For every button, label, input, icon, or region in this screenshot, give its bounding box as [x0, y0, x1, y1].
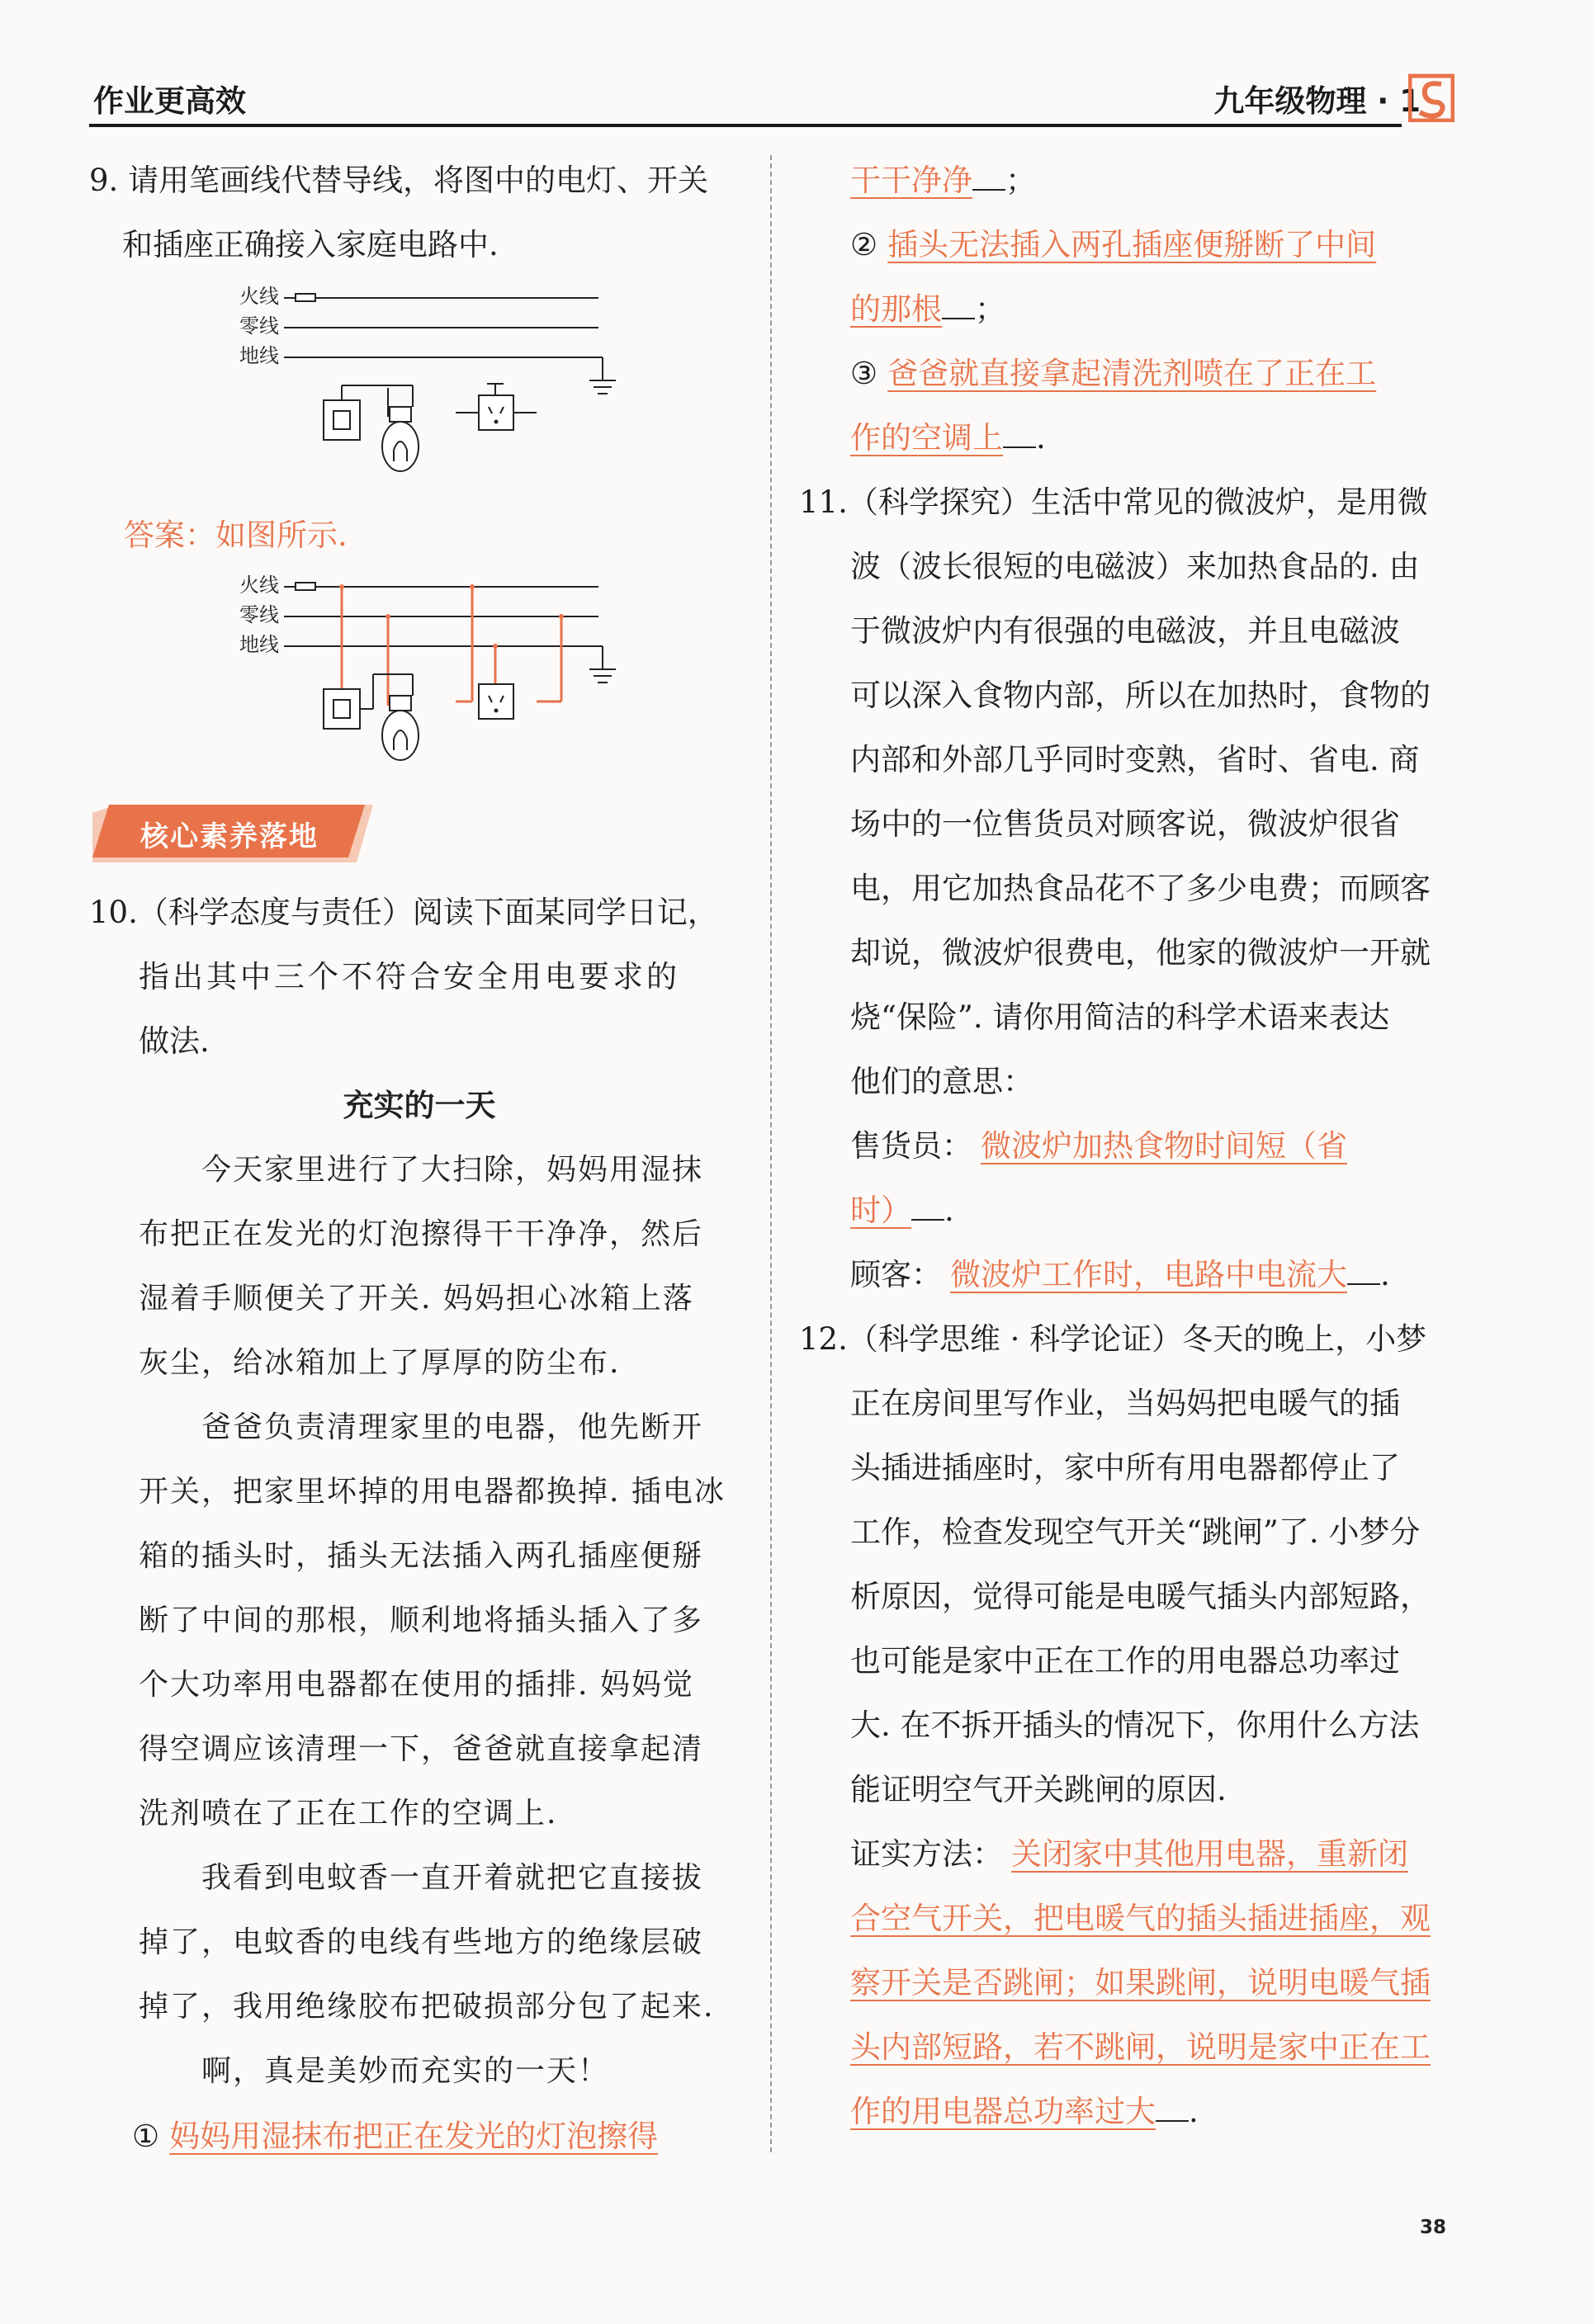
q11-line: 电，用它加热食品花不了多少电费；而顾客 — [850, 871, 1431, 906]
q11-line: 可以深入食物内部，所以在加热时，食物的 — [850, 678, 1431, 713]
circuit-diagram-question — [231, 285, 627, 499]
seller-label: 售货员： — [850, 1128, 972, 1164]
period: . — [944, 1193, 954, 1228]
q12-line: 工作，检查发现空气开关“跳闸”了. 小梦分 — [850, 1514, 1421, 1550]
diary-body — [139, 1138, 750, 2104]
question-9 — [89, 149, 750, 277]
q12-line: 头插进插座时，家中所有用电器都停止了 — [850, 1450, 1400, 1486]
semicolon: ； — [975, 291, 1005, 327]
q11-line: 烧“保险”. 请你用简洁的科学术语来表达 — [850, 999, 1390, 1035]
q10-answer-1b: 干干净净 — [850, 163, 972, 198]
page-number: 38 — [1420, 2217, 1447, 2238]
method-answer-line: 头内部短路，若不跳闸，说明是家中正在工 — [850, 2029, 1431, 2065]
live-wire-label: 火线 — [239, 574, 279, 597]
diary-title: 充实的一天 — [343, 1088, 496, 1123]
q10-answer-1-start — [132, 2104, 759, 2169]
q10-answer-3b: 作的空调上 — [850, 420, 1003, 456]
customer-label: 顾客： — [850, 1257, 942, 1292]
diary-line: 开关，把家里坏掉的用电器都换掉. 插电冰 — [139, 1475, 726, 1509]
q12-line: 也可能是家中正在工作的用电器总功率过 — [850, 1643, 1400, 1679]
section-banner-title: 核心素养落地 — [140, 820, 319, 853]
q10-line-3: 做法. — [139, 1023, 210, 1059]
diary-line: 掉了，电蚊香的电线有些地方的绝缘层破 — [139, 1925, 704, 1959]
header-right-title: 九年级物理 · 1 — [1213, 83, 1421, 119]
publisher-logo-icon — [1408, 73, 1454, 122]
diary-line: 箱的插头时，插头无法插入两孔插座便掰 — [139, 1539, 704, 1573]
q11-line: 他们的意思： — [850, 1064, 1033, 1099]
answer-marker: ② — [850, 227, 878, 262]
method-label: 证实方法： — [850, 1836, 1003, 1872]
q11-line: 场中的一位售货员对顾客说，微波炉很省 — [850, 806, 1400, 842]
q12-line: 能证明空气开关跳闸的原因. — [850, 1772, 1227, 1807]
q12-line: 析原因，觉得可能是电暖气插头内部短路， — [850, 1579, 1431, 1614]
diary-line: 湿着手顺便关了开关. 妈妈担心冰箱上落 — [139, 1282, 694, 1316]
circuit-diagram-answer — [231, 574, 627, 788]
socket-icon — [456, 384, 537, 430]
fuse-icon — [296, 583, 315, 590]
q10-answer-2b: 的那根 — [850, 291, 942, 327]
neutral-wire-label: 零线 — [239, 314, 279, 338]
q11-line: 于微波炉内有很强的电磁波，并且电磁波 — [850, 613, 1400, 649]
neutral-wire-label: 零线 — [239, 603, 279, 626]
q12-line: 大. 在不拆开插头的情况下，你用什么方法 — [850, 1708, 1420, 1743]
method-answer-line: 关闭家中其他用电器，重新闭 — [1011, 1836, 1408, 1872]
q12-line: 正在房间里写作业，当妈妈把电暖气的插 — [850, 1386, 1400, 1421]
q10-answers-continued — [850, 149, 1461, 470]
question-11 — [799, 470, 1476, 1307]
diary-line: 我看到电蚊香一直开着就把它直接拔 — [201, 1861, 704, 1895]
fuse-icon — [296, 294, 315, 301]
diary-line: 啊，真是美妙而充实的一天！ — [201, 2054, 610, 2088]
q10-answer-1a: 妈妈用湿抹布把正在发光的灯泡擦得 — [169, 2119, 659, 2154]
method-answer-line: 察开关是否跳闸；如果跳闸，说明电暖气插 — [850, 1965, 1431, 2000]
method-answer-line: 作的用电器总功率过大 — [850, 2094, 1156, 2129]
q9-line-1: 9. 请用笔画线代替导线，将图中的电灯、开关 — [89, 163, 709, 198]
ground-wire-label: 地线 — [239, 633, 279, 656]
live-wire-label: 火线 — [239, 285, 279, 308]
diary-line: 得空调应该清理一下，爸爸就直接拿起清 — [139, 1732, 704, 1766]
q10-answer-3a: 爸爸就直接拿起清洗剂喷在了正在工 — [887, 356, 1377, 391]
answer-marker: ① — [132, 2119, 160, 2154]
q11-line: 波（波长很短的电磁波）来加热食品的. 由 — [850, 549, 1420, 584]
diary-line: 灰尘，给冰箱加上了厚厚的防尘布. — [139, 1346, 621, 1380]
method-answer-line: 合空气开关，把电暖气的插头插进插座，观 — [850, 1901, 1431, 1936]
diary-line: 断了中间的那根，顺利地将插头插入了多 — [139, 1604, 704, 1637]
q11-line: 却说，微波炉很费电，他家的微波炉一开就 — [850, 935, 1431, 971]
answer-marker: ③ — [850, 356, 878, 391]
q11-line: 内部和外部几乎同时变熟，省时、省电. 商 — [850, 742, 1420, 777]
q10-line-2: 指出其中三个不符合安全用电要求的 — [139, 959, 680, 994]
semicolon: ； — [1005, 163, 1036, 198]
period: . — [1036, 420, 1046, 456]
seller-answer-a: 微波炉加热食物时间短（省 — [981, 1128, 1347, 1164]
diary-line: 掉了，我用绝缘胶布把破损部分包了起来. — [139, 1990, 715, 2024]
q11-line: 11.（科学探究）生活中常见的微波炉，是用微 — [799, 484, 1428, 520]
question-10 — [89, 881, 750, 1138]
header-rule — [89, 124, 1402, 127]
socket-icon — [479, 684, 513, 719]
diary-line: 个大功率用电器都在使用的插排. 妈妈觉 — [139, 1668, 694, 1702]
diary-line: 洗剂喷在了正在工作的空调上. — [139, 1797, 558, 1830]
question-12 — [799, 1307, 1476, 2144]
diary-line: 爸爸负责清理家里的电器，他先断开 — [201, 1410, 704, 1444]
q9-line-2: 和插座正确接入家庭电路中. — [122, 227, 499, 262]
q9-answer — [124, 503, 619, 568]
diary-line: 布把正在发光的灯泡擦得干干净净，然后 — [139, 1217, 704, 1251]
q10-line-1: 10.（科学态度与责任）阅读下面某同学日记， — [89, 895, 718, 930]
column-divider — [770, 155, 772, 2152]
customer-answer: 微波炉工作时，电路中电流大 — [950, 1257, 1347, 1292]
seller-answer-b: 时） — [850, 1193, 911, 1228]
header-left-title: 作业更高效 — [93, 83, 246, 119]
period: . — [1189, 2094, 1199, 2129]
ground-wire-label: 地线 — [239, 344, 279, 367]
period: . — [1380, 1257, 1390, 1292]
q12-line: 12.（科学思维 · 科学论证）冬天的晚上，小梦 — [799, 1321, 1427, 1357]
q9-answer-text: 答案：如图所示. — [124, 517, 348, 553]
diary-line: 今天家里进行了大扫除，妈妈用湿抹 — [201, 1153, 704, 1187]
q10-answer-2a: 插头无法插入两孔插座便掰断了中间 — [887, 227, 1377, 262]
